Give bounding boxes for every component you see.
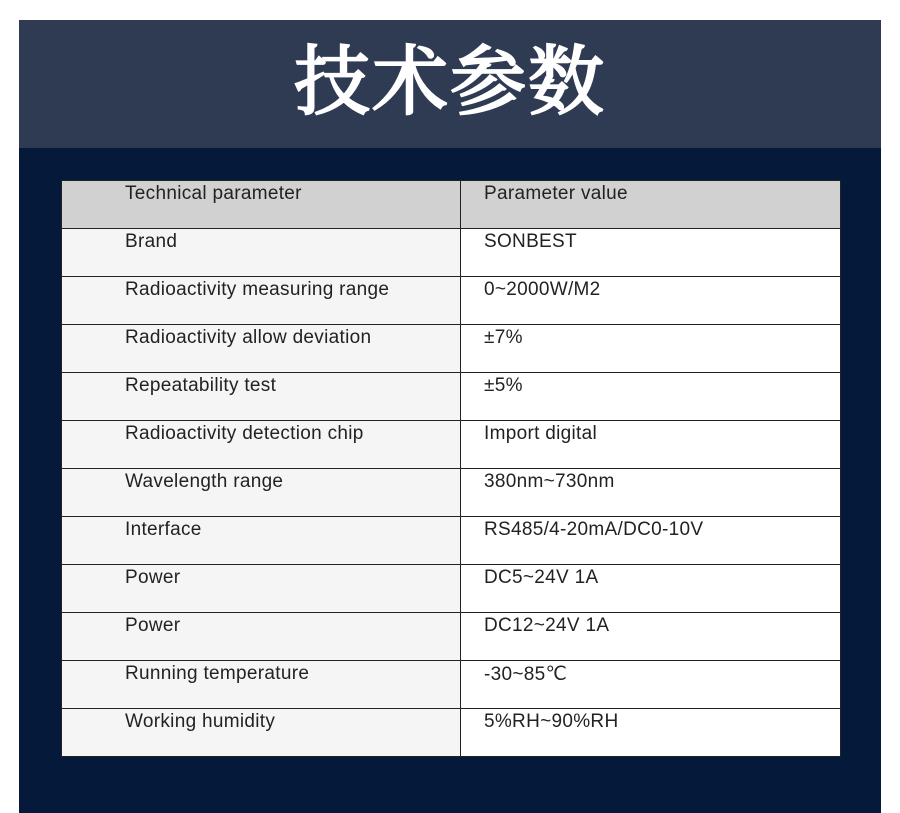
table-row (62, 709, 841, 757)
parameter-cell: Working humidity (62, 709, 461, 757)
table-row (62, 277, 841, 325)
value-cell: RS485/4-20mA/DC0-10V (461, 517, 841, 565)
parameter-cell: Brand (62, 229, 461, 277)
value-cell: DC5~24V 1A (461, 565, 841, 613)
value-cell: ±5% (461, 373, 841, 421)
column-header-value: Parameter value (461, 181, 841, 229)
table-row (62, 613, 841, 661)
parameter-cell: Wavelength range (62, 469, 461, 517)
parameter-cell: Radioactivity measuring range (62, 277, 461, 325)
spec-table (61, 180, 841, 757)
value-cell: DC12~24V 1A (461, 613, 841, 661)
parameter-cell: Radioactivity allow deviation (62, 325, 461, 373)
parameter-cell: Running temperature (62, 661, 461, 709)
parameter-cell: Power (62, 565, 461, 613)
table-row (62, 469, 841, 517)
value-cell: 380nm~730nm (461, 469, 841, 517)
table-row (62, 421, 841, 469)
table-row (62, 517, 841, 565)
value-cell: SONBEST (461, 229, 841, 277)
parameter-cell: Radioactivity detection chip (62, 421, 461, 469)
header-banner (19, 20, 881, 148)
table-row (62, 661, 841, 709)
value-cell: -30~85℃ (461, 661, 841, 709)
table-row (62, 565, 841, 613)
value-cell: 5%RH~90%RH (461, 709, 841, 757)
table-row (62, 325, 841, 373)
parameter-cell: Power (62, 613, 461, 661)
page-title: 技术参数 (294, 37, 606, 126)
table-row (62, 229, 841, 277)
column-header-parameter: Technical parameter (62, 181, 461, 229)
value-cell: 0~2000W/M2 (461, 277, 841, 325)
table-header-row (62, 181, 841, 229)
value-cell: ±7% (461, 325, 841, 373)
value-cell: Import digital (461, 421, 841, 469)
parameter-cell: Repeatability test (62, 373, 461, 421)
parameter-cell: Interface (62, 517, 461, 565)
table-row (62, 373, 841, 421)
